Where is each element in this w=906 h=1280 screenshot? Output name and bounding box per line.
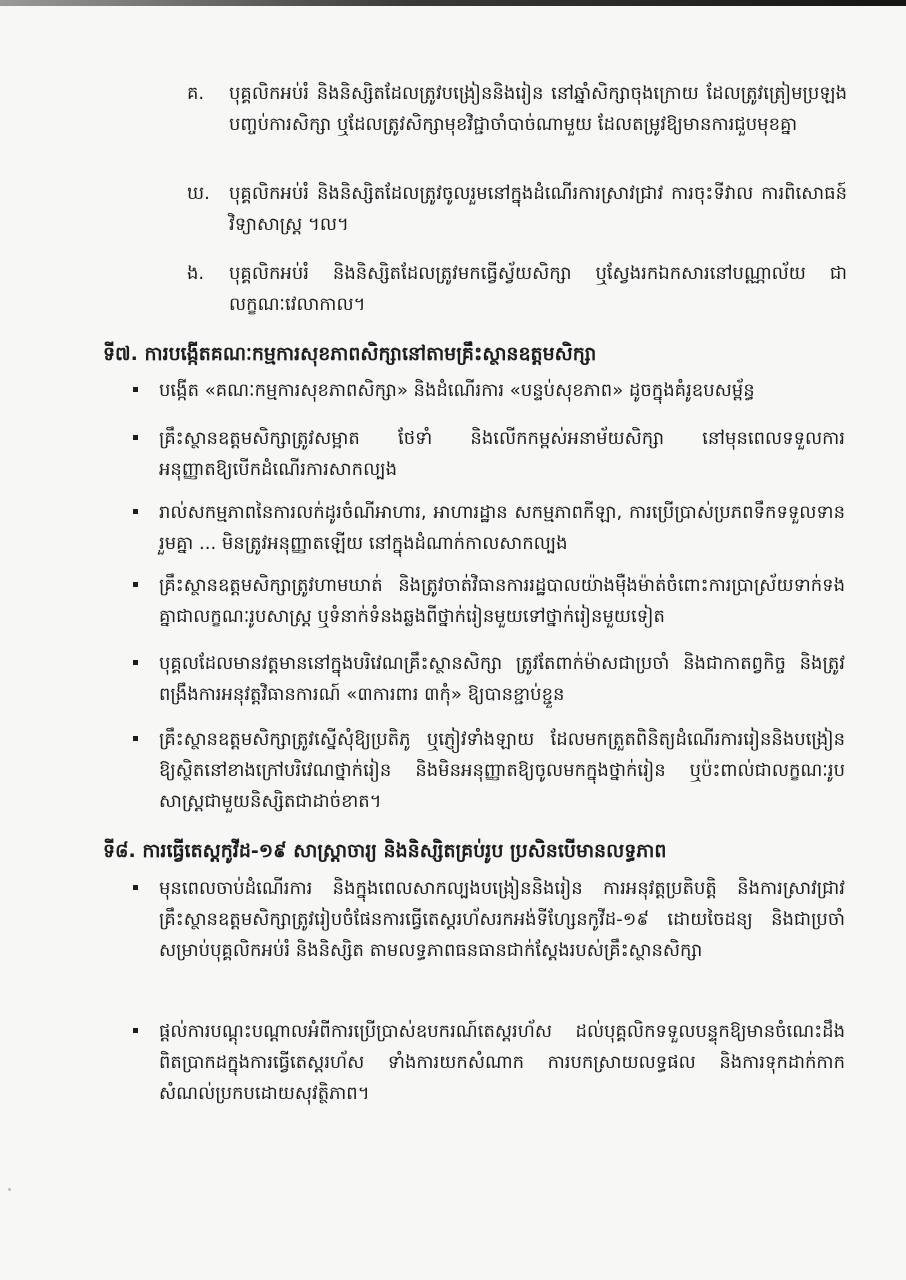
section-7-heading: ទី៧. ការបង្កើតគណៈកម្មការសុខភាពសិក្សានៅតាមគ្រឹះស្ថានឧត្តមសិក្សា (103, 343, 597, 365)
section-7-bullet (133, 423, 845, 485)
list-item-marker: ង. (187, 263, 205, 284)
bullet-marker (133, 885, 138, 890)
list-item-ngo (187, 258, 847, 320)
section-8-heading: ទី៨. ការធ្វើតេស្តកូវីដ-១៩ សាស្ត្រាចារ្យ និងនិស្សិតគ្រប់រូប ប្រសិនបើមានលទ្ធភាព (103, 840, 667, 862)
section-8-bullet (133, 1016, 845, 1109)
section-7-bullet (133, 648, 845, 710)
section-7-bullet (133, 497, 845, 559)
section-7-bullet (133, 570, 845, 632)
list-item-marker: គ. (187, 83, 205, 104)
section-8-bullet (133, 873, 845, 966)
bullet-marker (133, 582, 138, 587)
list-item-kho (187, 178, 847, 240)
bullet-text: គ្រឹះស្ថានឧត្តមសិក្សាត្រូវស្នើសុំឱ្យប្រតិភូ ឬភ្ញៀវទាំងឡាយ ដែលមកត្រួតពិនិត្យដំណើរការរៀននិងបង្រៀន ឱ្យស្ថិតនៅខាងក្រៅបរិវេណថ្នាក់រៀន និងមិនអនុញ្ញាតឱ្យចូលមកក្នុងថ្នាក់រៀន ឬប៉ះពាល់ជាលក្ខណៈរូបសាស្ត្រជាមួយនិស្សិតជាដាច់ខាត។ (159, 729, 845, 812)
list-item-text: បុគ្គលិកអប់រំ និងនិស្សិតដែលត្រូវបង្រៀននិងរៀន នៅឆ្នាំសិក្សាចុងក្រោយ ដែលត្រូវត្រៀមប្រឡងបញ្ចប់ការសិក្សា ឬដែលត្រូវសិក្សាមុខវិជ្ជាចាំបាច់ណាមួយ ដែលតម្រូវឱ្យមានការជួបមុខគ្នា (229, 83, 847, 135)
bullet-marker (133, 387, 138, 392)
bullet-marker (133, 1028, 138, 1033)
bullet-text: គ្រឹះស្ថានឧត្តមសិក្សាត្រូវសម្អាត ថែទាំ និងលើកកម្ពស់អនាម័យសិក្សា នៅមុនពេលទទួលការអនុញ្ញាតឱ្យបើកដំណើរការសាកល្បង (159, 428, 845, 480)
list-item-text: បុគ្គលិកអប់រំ និងនិស្សិតដែលត្រូវមកធ្វើស្វ័យសិក្សា ឬស្វែងរកឯកសារនៅបណ្ណាល័យ ជាលក្ខណៈវេលាកាល។ (229, 263, 847, 315)
bullet-marker (133, 736, 138, 741)
list-item-ko (187, 78, 847, 140)
bullet-text: បង្កើត «គណៈកម្មការសុខភាពសិក្សា» និងដំណើរការ «បន្ទប់សុខភាព» ដូចក្នុងគំរូឧបសម្ព័ន្ធ (159, 380, 755, 401)
section-7-bullet (133, 375, 845, 406)
bullet-text: បុគ្គលដែលមានវត្តមាននៅក្នុងបរិវេណគ្រឹះស្ថានសិក្សា ត្រូវតែពាក់ម៉ាសជាប្រចាំ និងជាកាតព្វកិច្ច និងត្រូវពង្រឹងការអនុវត្តវិធានការណ៍ «៣ការពារ ៣កុំ» ឱ្យបានខ្ជាប់ខ្ជួន (159, 653, 845, 705)
bullet-marker (133, 660, 138, 665)
bullet-marker (133, 509, 138, 514)
scan-speck (8, 1188, 11, 1191)
bullet-text: រាល់សកម្មភាពនៃការលក់ដូរចំណីអាហារ, អាហារដ្ឋាន សកម្មភាពកីឡា, ការប្រើប្រាស់ប្រភពទឹកទទួលទានរួមគ្នា ... មិនត្រូវអនុញ្ញាតឡើយ នៅក្នុងដំណាក់កាលសាកល្បង (159, 502, 845, 554)
section-7-bullet (133, 724, 845, 817)
bullet-marker (133, 435, 138, 440)
bullet-text: គ្រឹះស្ថានឧត្តមសិក្សាត្រូវហាមឃាត់ និងត្រូវចាត់វិធានការរដ្ឋបាលយ៉ាងម៉ឺងម៉ាត់ចំពោះការប្រាស្រ័យទាក់ទងគ្នាជាលក្ខណៈរូបសាស្ត្រ ឬទំនាក់ទំនងឆ្លងពីថ្នាក់រៀនមួយទៅថ្នាក់រៀនមួយទៀត (159, 575, 845, 627)
list-item-text: បុគ្គលិកអប់រំ និងនិស្សិតដែលត្រូវចូលរួមនៅក្នុងដំណើរការស្រាវជ្រាវ ការចុះទីវាល ការពិសោធន៍វិទ្យាសាស្ត្រ ។ល។ (229, 183, 847, 235)
bullet-text: មុនពេលចាប់ដំណើរការ និងក្នុងពេលសាកល្បងបង្រៀននិងរៀន ការអនុវត្តប្រតិបត្តិ និងការស្រាវជ្រាវ គ្រឹះស្ថានឧត្តមសិក្សាត្រូវរៀបចំផែនការធ្វើតេស្តរហ័សរកអង់ទីហ្សែនកូវីដ-១៩ ដោយចៃដន្យ និងជាប្រចាំសម្រាប់បុគ្គលិកអប់រំ និងនិស្សិត តាមលទ្ធភាពធនធានជាក់ស្តែងរបស់គ្រឹះស្ថានសិក្សា (159, 878, 845, 961)
list-item-marker: ឃ. (187, 183, 210, 204)
bullet-text: ផ្តល់ការបណ្តុះបណ្តាលអំពីការប្រើប្រាស់ឧបករណ៍តេស្តរហ័ស ដល់បុគ្គលិកទទួលបន្ទុកឱ្យមានចំណេះដឹងពិតប្រាកដក្នុងការធ្វើតេស្តរហ័ស ទាំងការយកសំណាក ការបកស្រាយលទ្ធផល និងការទុកដាក់កាកសំណល់ប្រកបដោយសុវត្ថិភាព។ (159, 1021, 845, 1104)
